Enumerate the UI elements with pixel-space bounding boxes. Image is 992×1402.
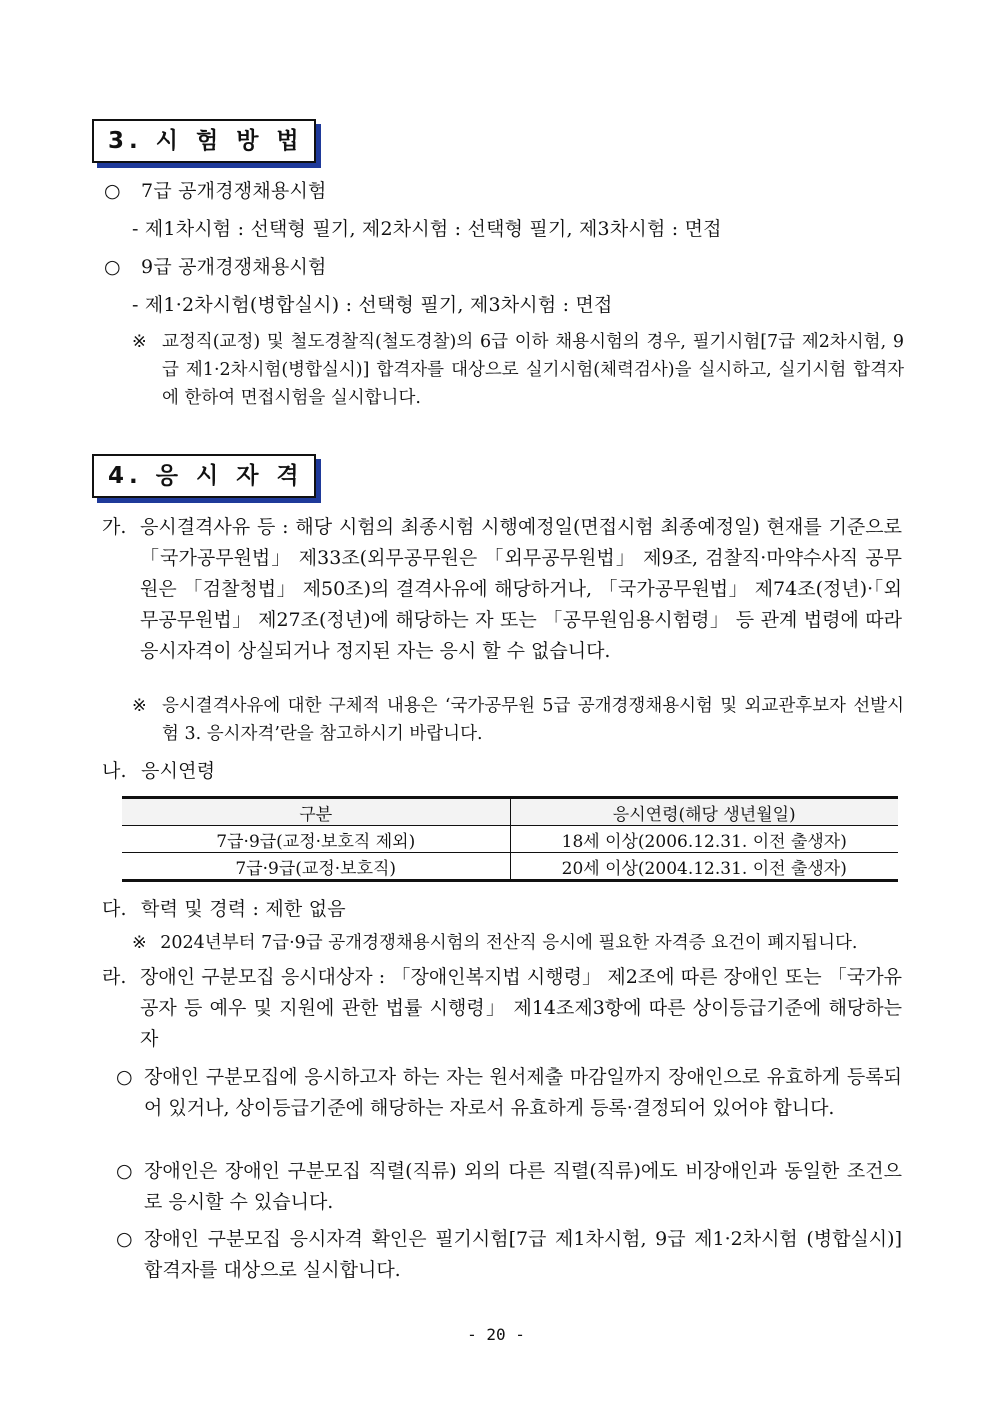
note-mark: ※ xyxy=(132,332,147,352)
bullet-text: 장애인은 장애인 구분모집 직렬(직류) 외의 다른 직렬(직류)에도 비장애인과 동일한 조건으로 응시할 수 있습니다. xyxy=(144,1160,902,1213)
item-ra xyxy=(102,962,902,1055)
sub-item-9grade-stages: - 제1·2차시험(병합실시) : 선택형 필기, 제3차시험 : 면접 xyxy=(132,294,613,316)
table-cell: 7급·9급(교정·보호직 제외) xyxy=(216,831,416,852)
table-header-category: 구분 xyxy=(299,804,333,825)
table-cell: 7급·9급(교정·보호직) xyxy=(235,858,397,879)
ra-bullet-2 xyxy=(116,1156,902,1218)
bullet-text: 장애인 구분모집 응시자격 확인은 필기시험[7급 제1차시험, 9급 제1·2차시험 (병합실시)] 합격자를 대상으로 실시합니다. xyxy=(144,1228,902,1281)
table-header-row xyxy=(122,798,898,826)
table-cell: 18세 이상(2006.12.31. 이전 출생자) xyxy=(510,826,898,853)
bullet-circle: ○ xyxy=(104,256,121,278)
age-table xyxy=(122,796,898,882)
ra-bullet-3 xyxy=(116,1224,902,1286)
section-4-heading: 4. 응 시 자 격 xyxy=(92,454,316,498)
sub-item-7grade-stages: - 제1차시험 : 선택형 필기, 제2차시험 : 선택형 필기, 제3차시험 : 면접 xyxy=(132,218,722,240)
item-text: 학력 및 경력 : 제한 없음 xyxy=(141,898,346,920)
table-row xyxy=(122,826,898,853)
item-label: 다. xyxy=(102,898,127,920)
ra-bullet-1 xyxy=(116,1062,902,1124)
table-cell: 20세 이상(2004.12.31. 이전 출생자) xyxy=(510,853,898,881)
section-3-heading: 3. 시 험 방 법 xyxy=(92,119,316,163)
item-label: 라. xyxy=(102,966,127,988)
note-text: 응시결격사유에 대한 구체적 내용은 ‘국가공무원 5급 공개경쟁채용시험 및 외교관후보자 선발시험 3. 응시자격’란을 참고하시기 바랍니다. xyxy=(162,696,904,744)
item-da xyxy=(102,896,346,922)
item-label: 가. xyxy=(102,516,127,538)
bullet-circle: ○ xyxy=(116,1066,133,1088)
bullet-7grade xyxy=(104,178,327,204)
item-da-note xyxy=(132,930,857,956)
item-label: 나. xyxy=(102,760,127,782)
item-text: 장애인 구분모집 응시대상자 : 「장애인복지법 시행령」 제2조에 따른 장애인 또는 「국가유공자 등 예우 및 지원에 관한 법률 시행령」 제14조제3항에 따른 상이등급기준에 해당하는 자 xyxy=(140,966,902,1050)
item-ga xyxy=(102,512,902,667)
bullet-text: 7급 공개경쟁채용시험 xyxy=(141,180,327,202)
item-text: 응시결격사유 등 : 해당 시험의 최종시험 시행예정일(면접시험 최종예정일) 현재를 기준으로 「국가공무원법」 제33조(외무공무원은 「외무공무원법」 제9조, 검찰직·마약수사직 공무원은 「검찰청법」 제50조)의 결격사유에 해당하거나, 「국가공무원법」 제74조(정년)·「외무공무원법」 제27조(정년)에 해당하는 자 또는 「공무원임용시험령」 등 관계 법령에 따라 응시자격이 상실되거나 정지된 자는 응시 할 수 없습니다. xyxy=(140,516,902,662)
note-text: 2024년부터 7급·9급 공개경쟁채용시험의 전산직 응시에 필요한 자격증 요건이 폐지됩니다. xyxy=(160,933,858,953)
bullet-text: 장애인 구분모집에 응시하고자 하는 자는 원서제출 마감일까지 장애인으로 유효하게 등록되어 있거나, 상이등급기준에 해당하는 자로서 유효하게 등록·결정되어 있어야 합니다. xyxy=(144,1066,902,1119)
section-3-note xyxy=(132,328,904,412)
item-ga-note xyxy=(132,692,904,748)
table-header-age: 응시연령(해당 생년월일) xyxy=(510,798,898,826)
note-mark: ※ xyxy=(132,696,147,716)
bullet-circle: ○ xyxy=(104,180,121,202)
note-text: 교정직(교정) 및 철도경찰직(철도경찰)의 6급 이하 채용시험의 경우, 필기시험[7급 제2차시험, 9급 제1·2차시험(병합실시)] 합격자를 대상으로 실기시험(체력검사)을 실시하고, 실기시험 합격자에 한하여 면접시험을 실시합니다. xyxy=(162,332,904,408)
item-na xyxy=(102,758,215,784)
note-mark: ※ xyxy=(132,933,147,953)
bullet-9grade xyxy=(104,254,327,280)
bullet-circle: ○ xyxy=(116,1228,133,1250)
table-row xyxy=(122,853,898,881)
item-text: 응시연령 xyxy=(141,760,216,782)
bullet-text: 9급 공개경쟁채용시험 xyxy=(141,256,327,278)
page-number: - 20 - xyxy=(467,1325,525,1344)
bullet-circle: ○ xyxy=(116,1160,133,1182)
